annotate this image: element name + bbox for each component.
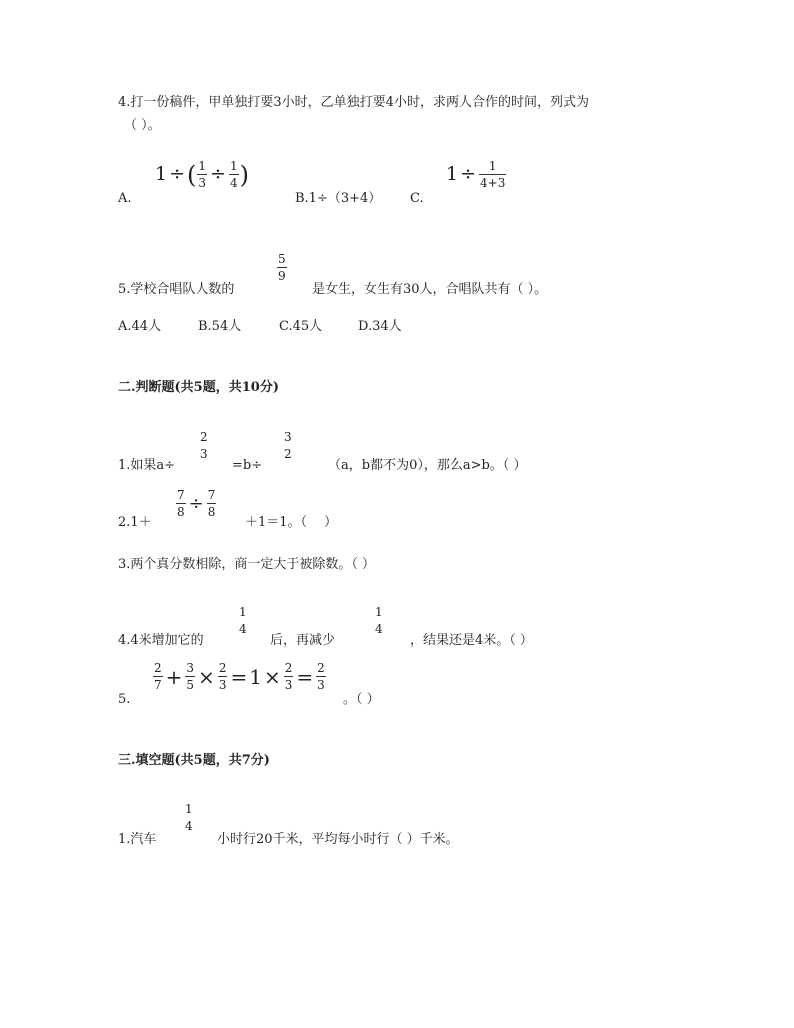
f1-pre: 1.汽车: [118, 832, 157, 847]
f1-fraction: [184, 803, 194, 832]
denominator: 4: [239, 622, 247, 636]
j2-pre: 2.1＋: [118, 515, 152, 530]
j5-post: 。（ ）: [343, 692, 380, 707]
numerator: 1: [488, 159, 497, 173]
q4-stem-line2: （ ）。: [124, 118, 161, 133]
denominator: 7: [154, 678, 162, 692]
numerator: 2: [317, 661, 325, 675]
numerator: 1: [239, 605, 247, 619]
numerator: 1: [229, 159, 238, 173]
denominator: 3: [218, 678, 227, 692]
q5-option-b: B.54人: [198, 319, 242, 334]
denominator: 4: [375, 622, 383, 636]
j4-fraction-1: [238, 606, 248, 635]
j4-fraction-2: [374, 606, 384, 635]
times-sign: ×: [263, 664, 281, 689]
numerator: 1: [375, 605, 383, 619]
q5-option-c: C.45人: [279, 319, 323, 334]
q4-option-c-expression: [446, 160, 507, 189]
divide-sign: ÷: [460, 163, 477, 185]
denominator: 9: [278, 269, 286, 283]
denominator: 8: [177, 505, 185, 519]
fraction: [316, 662, 326, 691]
f1-post: 小时行20千米，平均每小时行（ ）千米。: [217, 832, 459, 847]
divide-sign: ÷: [210, 163, 226, 185]
fraction: [284, 662, 294, 691]
numerator: 5: [278, 252, 286, 266]
j3-text: 3.两个真分数相除，商一定大于被除数。（ ）: [118, 557, 376, 572]
number: 1: [155, 163, 168, 185]
numerator: 1: [185, 802, 193, 816]
equals-sign: =: [296, 664, 314, 689]
numerator: 2: [200, 430, 208, 444]
fraction: [207, 489, 217, 518]
section-3-title: 三.填空题(共5题，共7分): [118, 753, 270, 768]
j1-pre: 1.如果a÷: [118, 458, 176, 473]
fraction: [229, 160, 239, 189]
plus-sign: +: [165, 664, 183, 689]
right-paren: ): [239, 160, 249, 189]
denominator: 3: [200, 447, 208, 461]
denominator: 4: [185, 819, 193, 833]
divide-sign: ÷: [188, 492, 204, 514]
q5-option-a: A.44人: [118, 319, 162, 334]
q5-fraction: [277, 253, 287, 282]
j1-post: （a，b都不为0），那么a>b。（ ）: [328, 458, 527, 473]
q4-option-a-expression: [155, 160, 249, 189]
j2-expression: [175, 489, 217, 518]
j1-fraction-2: [283, 431, 293, 460]
j4-pre: 4.4米增加它的: [118, 633, 204, 648]
numerator: 7: [177, 488, 185, 502]
fraction: [185, 662, 195, 691]
number: 1: [249, 664, 262, 689]
j5-expression: [152, 662, 327, 691]
divide-sign: ÷: [169, 163, 186, 185]
numerator: 1: [198, 159, 207, 173]
j4-mid: 后，再减少: [270, 633, 336, 648]
q4-stem-line1: 4.打一份稿件，甲单独打要3小时，乙单独打要4小时，求两人合作的时间，列式为: [118, 95, 589, 110]
q4-option-b: B.1÷（3+4）: [295, 191, 382, 206]
denominator: 3: [284, 678, 293, 692]
left-paren: (: [187, 160, 197, 189]
fraction: [176, 489, 186, 518]
q5-stem-post: 是女生，女生有30人，合唱队共有（ ）。: [312, 282, 548, 297]
fraction: [218, 662, 228, 691]
fraction: [479, 160, 506, 189]
numerator: 3: [186, 661, 195, 675]
numerator: 7: [207, 488, 216, 502]
times-sign: ×: [198, 664, 215, 689]
j1-fraction-1: [199, 431, 209, 460]
denominator: 5: [186, 678, 195, 692]
q5-option-d: D.34人: [358, 319, 402, 334]
fraction: [153, 662, 163, 691]
j5-number: 5.: [118, 692, 131, 707]
q4-option-a-label: A.: [118, 191, 132, 206]
numerator: 2: [154, 661, 162, 675]
j4-post: ，结果还是4米。（ ）: [410, 633, 533, 648]
denominator: 2: [284, 447, 292, 461]
denominator: 3: [317, 678, 325, 692]
q5-stem-pre: 5.学校合唱队人数的: [118, 282, 235, 297]
q4-option-c-label: C.: [410, 191, 424, 206]
numerator: 2: [284, 661, 293, 675]
equals-sign: =: [230, 664, 248, 689]
denominator: 8: [207, 505, 216, 519]
section-2-title: 二.判断题(共5题，共10分): [118, 380, 279, 395]
numerator: 2: [218, 661, 227, 675]
numerator: 3: [284, 430, 292, 444]
denominator: 3: [198, 176, 207, 190]
j1-mid: =b÷: [232, 458, 263, 473]
j2-post: ＋1＝1。（ ）: [245, 515, 338, 530]
denominator: 4+3: [480, 176, 506, 190]
denominator: 4: [229, 176, 238, 190]
fraction: [197, 160, 207, 189]
number: 1: [446, 163, 459, 185]
